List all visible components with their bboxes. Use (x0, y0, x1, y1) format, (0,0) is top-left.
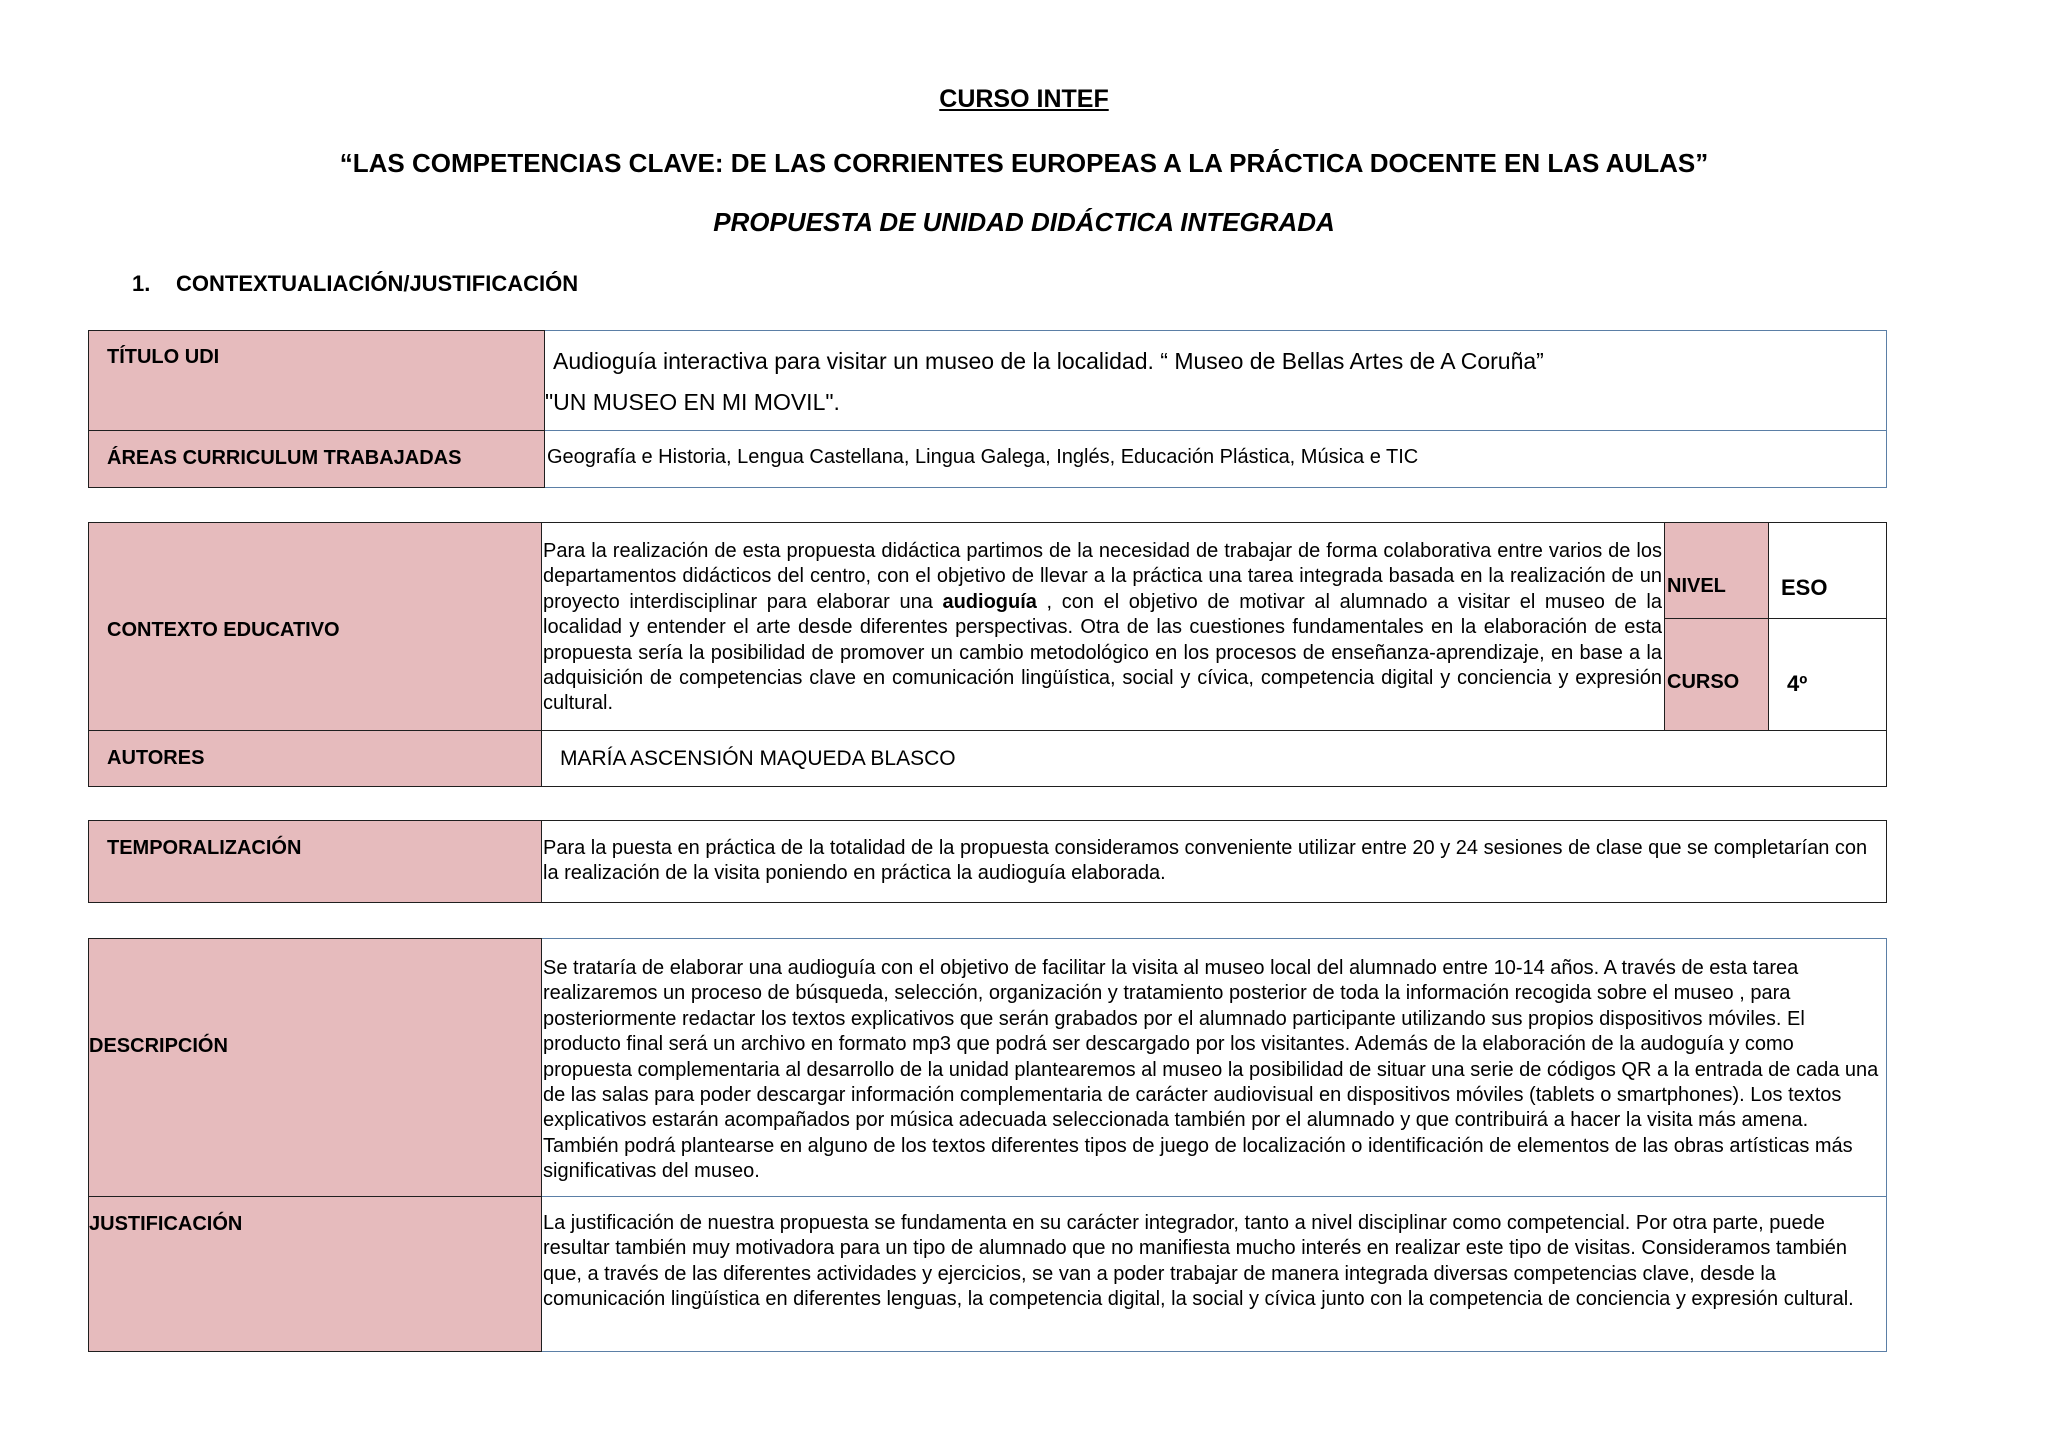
contexto-text (542, 523, 1664, 717)
nivel-value-cell (1769, 523, 1887, 619)
descripcion-label: DESCRIPCIÓN (89, 1035, 228, 1057)
table-row (89, 523, 1887, 619)
areas-label-cell (89, 431, 545, 488)
curso-value-cell (1769, 619, 1887, 731)
temporalizacion-label-cell (89, 821, 542, 903)
autores-label-cell (89, 731, 542, 787)
titulo-label: TÍTULO UDI (107, 346, 220, 368)
contexto-text-bold: audioguía (942, 590, 1037, 613)
areas-value: Geografía e Historia, Lengua Castellana, Lingua Galega, Inglés, Educación Plástica, Música e TIC (547, 446, 1419, 468)
contexto-text-cell (542, 523, 1665, 731)
temporalizacion-label: TEMPORALIZACIÓN (107, 837, 302, 859)
descripcion-text: Se trataría de elaborar una audioguía con el objetivo de facilitar la visita al museo local del alumnado entre 10-14 años. A través de esta tarea realizaremos un proceso de búsqueda, selección, organización y tratamiento posterior de toda la información recogida sobre el museo , para posteriormente redactar los textos explicativos que serán grabados por el alumnado participante utilizando sus propios dispositivos móviles. El producto final será un archivo en formato mp3 que podrá ser descargado por los visitantes. Además de la elaboración de la audoguía y como propuesta complementaria al desarrollo de la unidad plantearemos al museo la posibilidad de situar una serie de códigos QR a la entrada de cada una de las salas para poder descargar información complementaria de carácter audiovisual en dispositivos móviles (tablets o smartphones). Los textos explicativos estarán acompañados por música adecuada seleccionada también por el alumnado y que contribuirá a hacer la visita más amena. También podrá plantearse en alguno de los textos diferentes tipos de juego de localización o identificación de elementos de las obras artísticas más significativas del museo. (543, 957, 1879, 1183)
proposal-title: PROPUESTA DE UNIDAD DIDÁCTICA INTEGRADA (713, 207, 1335, 237)
nivel-value: ESO (1781, 575, 1828, 600)
titulo-line-1: Audioguía interactiva para visitar un museo de la localidad. “ Museo de Bellas Artes de A Coruña” (553, 348, 1544, 374)
justificacion-text-cell (542, 1197, 1887, 1352)
nivel-label-cell (1665, 523, 1769, 619)
contexto-text-part: Para la realización de esta propuesta didáctica partimos de la necesidad de trabajar de forma colaborativa entre varios de los departamentos didácticos del centro, con el objetivo de llevar a la práctica una tarea integrada basada en la realización de un proyecto interdisciplinar para elaborar una (543, 540, 1662, 613)
course-title: “LAS COMPETENCIAS CLAVE: DE LAS CORRIENTES EUROPEAS A LA PRÁCTICA DOCENTE EN LAS AULAS” (339, 148, 1709, 178)
curso-label: CURSO (1667, 671, 1740, 693)
table-row (89, 731, 1887, 787)
temporalizacion-table (88, 820, 1887, 903)
justificacion-label-cell (89, 1197, 542, 1352)
descripcion-label-cell (89, 939, 542, 1197)
title-areas-table (88, 330, 1887, 488)
justificacion-label: JUSTIFICACIÓN (89, 1213, 243, 1235)
titulo-line-2: "UN MUSEO EN MI MOVIL". (545, 389, 840, 415)
descripcion-text-cell (542, 939, 1887, 1197)
table-row (89, 331, 1887, 431)
autores-label: AUTORES (107, 747, 205, 769)
contexto-label: CONTEXTO EDUCATIVO (107, 619, 340, 641)
table-row (89, 821, 1887, 903)
descripcion-table (88, 938, 1887, 1352)
section-number: 1. (132, 271, 151, 296)
titulo-value-cell (545, 331, 1887, 431)
nivel-label: NIVEL (1667, 575, 1726, 597)
titulo-label-cell (89, 331, 545, 431)
areas-label: ÁREAS CURRICULUM TRABAJADAS (107, 447, 462, 469)
section-title: CONTEXTUALIACIÓN/JUSTIFICACIÓN (176, 271, 579, 296)
context-table (88, 522, 1887, 787)
contexto-label-cell (89, 523, 542, 731)
areas-value-cell (545, 431, 1887, 488)
course-heading: CURSO INTEF (939, 85, 1109, 113)
justificacion-text: La justificación de nuestra propuesta se fundamenta en su carácter integrador, tanto a nivel disciplinar como competencial. Por otra parte, puede resultar también muy motivadora para un tipo de alumnado que no manifiesta mucho interés en realizar este tipo de visitas. Consideramos también que, a través de las diferentes actividades y ejercicios, se van a poder trabajar de manera integrada diversas competencias clave, desde la comunicación lingüística en diferentes lenguas, la competencia digital, la social y cívica junto con la competencia de conciencia y expresión cultural. (543, 1212, 1854, 1311)
autores-value: MARÍA ASCENSIÓN MAQUEDA BLASCO (560, 747, 956, 770)
curso-label-cell (1665, 619, 1769, 731)
table-row (89, 939, 1887, 1197)
contexto-text-part: , con el objetivo de motivar al alumnado a visitar el museo de la localidad y entender el arte desde diferentes perspectivas. Otra de las cuestiones fundamentales en la elaboración de esta propuesta sería la posibilidad de promover un cambio metodológico en los procesos de enseñanza-aprendizaje, en base a la adquisición de competencias clave en comunicación lingüística, social y cívica, competencia digital y conciencia y expresión cultural. (543, 590, 1662, 715)
table-row (89, 431, 1887, 488)
temporalizacion-text: Para la puesta en práctica de la totalidad de la propuesta consideramos conveniente utilizar entre 20 y 24 sesiones de clase que se completarían con la realización de la visita poniendo en práctica la audioguía elaborada. (543, 837, 1868, 885)
autores-value-cell (542, 731, 1887, 787)
table-row (89, 1197, 1887, 1352)
temporalizacion-text-cell (542, 821, 1887, 903)
section-heading (132, 271, 578, 297)
curso-value: 4º (1787, 671, 1808, 696)
